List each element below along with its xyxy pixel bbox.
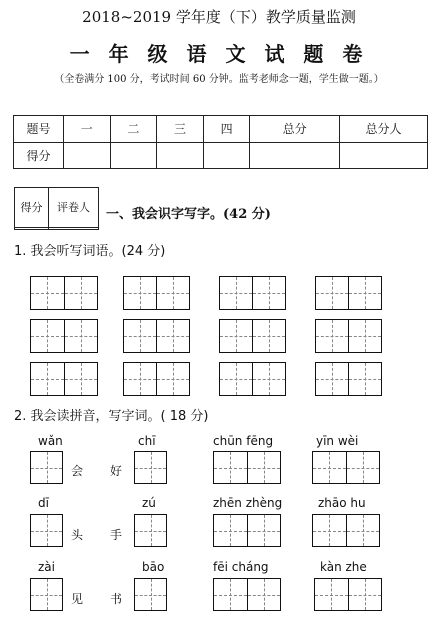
- tian-grid-box[interactable]: [123, 319, 190, 353]
- score-input-cell[interactable]: [340, 142, 428, 169]
- given-character: 见: [71, 592, 84, 606]
- grader-score-cell[interactable]: [15, 227, 49, 229]
- pinyin-label: dī: [38, 496, 49, 510]
- tian-grid-box[interactable]: [123, 362, 190, 396]
- score-table-score-row: [14, 142, 428, 169]
- score-table-header-row: [14, 116, 428, 143]
- exam-title: 一 年 级 语 文 试 题 卷: [69, 42, 369, 66]
- pinyin-label: zài: [38, 560, 55, 574]
- exam-instructions: （全卷满分 100 分，考试时间 60 分钟。监考老师念一题，学生做一题。）: [54, 74, 384, 85]
- score-input-cell[interactable]: [157, 142, 204, 169]
- pinyin-label: zhēn zhèng: [213, 496, 283, 510]
- score-input-cell[interactable]: [250, 142, 340, 169]
- tian-grid-box[interactable]: [134, 514, 167, 547]
- score-header-cell: 总分: [250, 116, 340, 143]
- grader-person-label: 评卷人: [49, 188, 99, 228]
- score-input-cell[interactable]: [110, 142, 157, 169]
- given-character: 会: [71, 464, 84, 478]
- tian-grid-box[interactable]: [315, 319, 382, 353]
- score-table: [13, 115, 428, 169]
- tian-grid-box[interactable]: [219, 362, 286, 396]
- tian-grid-box[interactable]: [30, 451, 63, 484]
- pinyin-label: bāo: [142, 560, 165, 574]
- pinyin-label: chī: [138, 434, 156, 448]
- tian-grid-box[interactable]: [134, 451, 167, 484]
- tian-grid-box[interactable]: [213, 578, 281, 611]
- tian-grid-box[interactable]: [314, 578, 382, 611]
- question-1-title: 1. 我会听写词语。(24 分): [14, 244, 166, 259]
- pinyin-label: chūn fēng: [213, 434, 274, 448]
- tian-grid-box[interactable]: [123, 276, 190, 310]
- tian-grid-box[interactable]: [315, 276, 382, 310]
- tian-grid-box[interactable]: [134, 578, 167, 611]
- given-character: 好: [110, 464, 123, 478]
- given-character: 头: [71, 528, 84, 542]
- tian-grid-box[interactable]: [312, 514, 380, 547]
- pinyin-label: zhāo hu: [318, 496, 366, 510]
- grader-person-cell[interactable]: [49, 227, 99, 229]
- pinyin-label: yīn wèi: [316, 434, 359, 448]
- tian-grid-box[interactable]: [30, 578, 63, 611]
- tian-grid-box[interactable]: [30, 514, 63, 547]
- score-row-label: 得分: [14, 142, 64, 169]
- score-input-cell[interactable]: [64, 142, 111, 169]
- question-2-title: 2. 我会读拼音，写字词。( 18 分): [14, 409, 209, 424]
- tian-grid-box[interactable]: [30, 362, 98, 396]
- given-character: 书: [110, 592, 123, 606]
- score-input-cell[interactable]: [203, 142, 250, 169]
- pinyin-label: fēi cháng: [213, 560, 269, 574]
- tian-grid-box[interactable]: [219, 319, 286, 353]
- pinyin-label: wǎn: [38, 434, 63, 448]
- tian-grid-box[interactable]: [213, 514, 281, 547]
- score-header-cell: 题号: [14, 116, 64, 143]
- tian-grid-box[interactable]: [219, 276, 286, 310]
- grader-box: [14, 187, 99, 230]
- tian-grid-box[interactable]: [315, 362, 382, 396]
- tian-grid-box[interactable]: [30, 276, 98, 310]
- score-header-cell: 四: [203, 116, 250, 143]
- pinyin-label: zú: [142, 496, 156, 510]
- tian-grid-box[interactable]: [213, 451, 281, 484]
- tian-grid-box[interactable]: [30, 319, 98, 353]
- tian-grid-box[interactable]: [312, 451, 380, 484]
- score-header-cell: 一: [64, 116, 111, 143]
- pinyin-label: kàn zhe: [320, 560, 367, 574]
- score-header-cell: 二: [110, 116, 157, 143]
- score-header-cell: 总分人: [340, 116, 428, 143]
- exam-year-header: 2018~2019 学年度（下）教学质量监测: [82, 8, 356, 26]
- section-1-title: 一、我会识字写字。(42 分): [106, 207, 271, 222]
- grader-score-label: 得分: [15, 188, 49, 228]
- score-header-cell: 三: [157, 116, 204, 143]
- given-character: 手: [110, 528, 123, 542]
